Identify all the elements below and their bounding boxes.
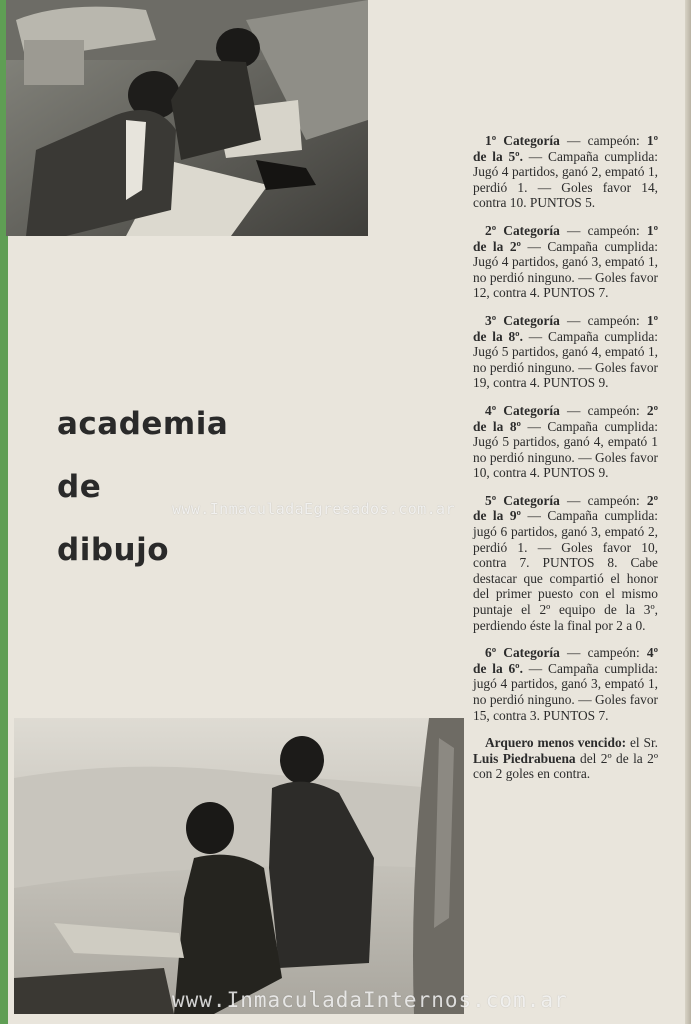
result-paragraph: 6º Categoría — campeón: 4º de la 6º. — Campaña cumplida: jugó 4 partidos, ganó 3, empató 1, no perdió ninguno. — Goles favor 15, contra 3. PUNTOS 7. [473, 645, 659, 723]
goalkeeper-label: Arquero menos vencido: [485, 735, 627, 751]
category-heading: 6º Categoría [485, 645, 560, 661]
title-line-2: de [57, 469, 102, 505]
football-results-column [473, 133, 658, 794]
result-paragraph: 5º Categoría — campeón: 2º de la 9º — Campaña cumplida: jugó 6 partidos, ganó 3, empató 2, perdió 1. — Goles favor 10, contra 7. PUNTOS 8. Cabe destacar que compartió el honor del primer puesto con el mismo puntaje el 2º equipo de la 3º, perdiendo éste la final por 2 a 0. [473, 492, 659, 633]
champion-team: 4º de la 6º. [473, 645, 659, 676]
champion-team: 1º de la 8º. [473, 312, 659, 344]
result-paragraph: 2º Categoría — campeón: 1º de la 2º — Campaña cumplida: Jugó 4 partidos, ganó 3, empató 1, no perdió ninguno. — Goles favor 12, contra 4. PUNTOS 7. [473, 222, 659, 301]
goalkeeper-paragraph: Arquero menos vencido: el Sr. Luis Piedrabuena del 2º de la 2º con 2 goles en contra. [473, 735, 659, 782]
section-title [57, 393, 228, 582]
champion-team: 1º de la 2º [473, 222, 659, 254]
photo-bottom-illustration [14, 718, 464, 1014]
category-heading: 1º Categoría [485, 133, 560, 148]
category-heading: 4º Categoría [485, 402, 560, 418]
goalkeeper-name: Luis Piedrabuena [473, 750, 576, 766]
result-paragraph: 4º Categoría — campeón: 2º de la 8º — Campaña cumplida: Jugó 5 partidos, ganó 4, empató 1 no perdió ninguno. — Goles favor 10, contra 4. PUNTOS 9. [473, 402, 659, 481]
result-paragraph: 3º Categoría — campeón: 1º de la 8º. — Campaña cumplida: Jugó 5 partidos, ganó 4, empató 1, no perdió ninguno. — Goles favor 19, contra 4. PUNTOS 9. [473, 312, 659, 391]
photo-students-drawing-top [6, 0, 368, 236]
watermark-bottom: www.InmaculadaInternos.com.ar [172, 988, 568, 1012]
title-line-1: academia [57, 406, 229, 442]
champion-team: 2º de la 9º [473, 492, 659, 524]
category-heading: 2º Categoría [485, 222, 560, 238]
photo-top-illustration [6, 0, 368, 236]
photo-students-sketching-bottom [14, 718, 464, 1014]
champion-team: 1º de la 5º. [473, 133, 659, 164]
result-paragraph: 1º Categoría — campeón: 1º de la 5º. — Campaña cumplida: Jugó 4 partidos, ganó 2, empató 1, perdió 1. — Goles favor 14, contra 10. PUNTOS 5. [473, 133, 659, 211]
watermark-middle: www.InmaculadaEgresados.com.ar [172, 500, 455, 518]
champion-team: 2º de la 8º [473, 402, 659, 434]
page-fold-shadow [685, 0, 691, 1024]
category-heading: 5º Categoría [485, 492, 560, 508]
title-line-3: dibujo [57, 532, 169, 568]
category-heading: 3º Categoría [485, 312, 560, 328]
